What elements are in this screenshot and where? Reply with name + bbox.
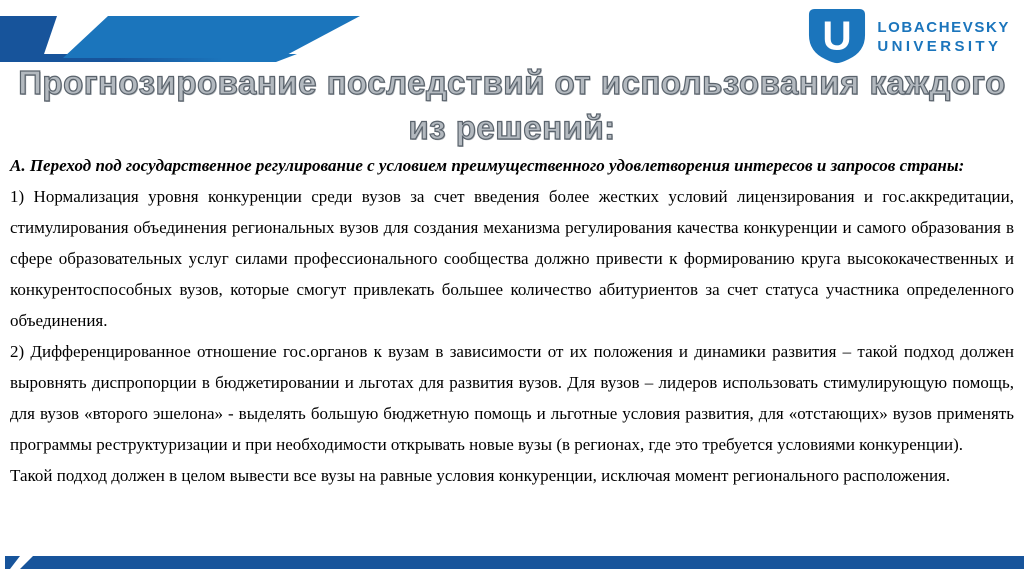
footer-decoration bbox=[0, 556, 1024, 570]
paragraph-item-1: 1) Нормализация уровня конкуренции среди вузов за счет введения более жестких условий лицензирования и гос.аккредитации, стимулирования объединения региональных вузов для создания механизма регулирования качества конкуренции и самого образования в сфере образовательных услуг силами профессионального сообщества должно привести к формированию круга высококачественных и конкурентоспособных вузов, которые смогут привлекать большее количество абитуриентов за счет статуса участника определенного объединения. bbox=[10, 187, 1014, 330]
slide-body bbox=[0, 150, 1024, 491]
paragraph-item-2: 2) Дифференцированное отношение гос.органов к вузам в зависимости от их положения и динамики развития – такой подход должен выровнять диспропорции в бюджетировании и льготах для развития вузов. Для вузов – лидеров использовать стимулирующую помощь, для вузов «второго эшелона» - выделять большую бюджетную помощь и льготные условия развития, для «отстающих» вузов применять программы реструктуризации и при необходимости открывать новые вузы (в регионах, где это требуется условиями конкуренции). bbox=[10, 342, 1014, 454]
paragraph-conclusion: Такой подход должен в целом вывести все вузы на равные условия конкуренции, исключая момент регионального расположения. bbox=[10, 466, 951, 485]
footer-navy-bar bbox=[20, 556, 1024, 569]
header-blue-parallelogram bbox=[63, 16, 360, 58]
paragraph-lead: А. Переход под государственное регулирование с условием преимущественного удовлетворения интересов и запросов страны: bbox=[10, 156, 965, 175]
logo-wordmark bbox=[877, 18, 1010, 56]
footer-navy-notch bbox=[5, 556, 20, 569]
slide-title-line2: из решений: bbox=[408, 109, 616, 146]
header-navy-shape bbox=[0, 16, 57, 57]
logo-wordmark-line2: UNIVERSITY bbox=[877, 38, 1002, 55]
logo-monogram: U bbox=[822, 12, 853, 59]
university-logo bbox=[808, 8, 1010, 66]
slide-title-line1: Прогнозирование последствий от использования каждого bbox=[18, 64, 1006, 101]
slide-title bbox=[0, 60, 1024, 150]
logo-wordmark-line1: LOBACHEVSKY bbox=[877, 19, 1010, 36]
university-logo-shield-icon bbox=[808, 8, 866, 66]
